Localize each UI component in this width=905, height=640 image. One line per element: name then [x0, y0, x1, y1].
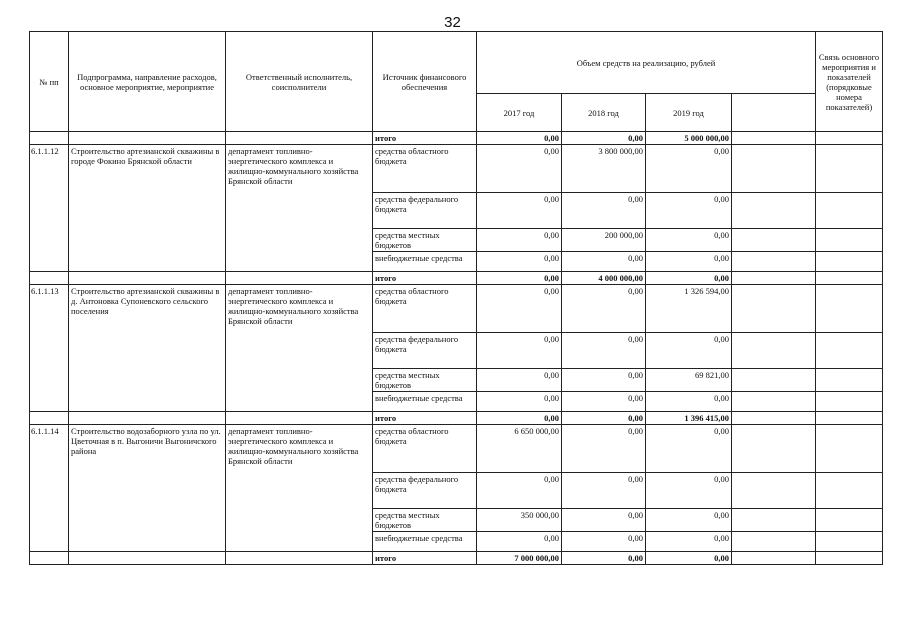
source-cell: внебюджетные средства [373, 532, 477, 552]
source-cell: средства федерального бюджета [373, 193, 477, 229]
value-2018: 4 000 000,00 [562, 272, 646, 285]
item-code: 6.1.1.12 [30, 145, 69, 272]
item-code: 6.1.1.13 [30, 285, 69, 412]
value-2017: 350 000,00 [477, 509, 562, 532]
source-cell: средства местных бюджетов [373, 509, 477, 532]
value-2019: 0,00 [646, 229, 732, 252]
header-source: Источник финансового обеспечения [373, 32, 477, 132]
value-2019: 5 000 000,00 [646, 132, 732, 145]
value-2017: 0,00 [477, 272, 562, 285]
table-row [30, 425, 883, 473]
header-volume: Объем средств на реализацию, рублей [477, 32, 816, 94]
value-2019: 1 326 594,00 [646, 285, 732, 333]
value-2017: 0,00 [477, 285, 562, 333]
value-2018: 0,00 [562, 252, 646, 272]
table-row [30, 552, 883, 565]
value-2018: 0,00 [562, 285, 646, 333]
table-row [30, 285, 883, 333]
source-cell: итого [373, 412, 477, 425]
value-2018: 200 000,00 [562, 229, 646, 252]
value-2017: 0,00 [477, 412, 562, 425]
value-2017: 0,00 [477, 369, 562, 392]
source-cell: итого [373, 132, 477, 145]
value-2017: 0,00 [477, 145, 562, 193]
page-number: 32 [444, 14, 461, 31]
value-2019: 0,00 [646, 392, 732, 412]
value-2019: 0,00 [646, 532, 732, 552]
value-2017: 7 000 000,00 [477, 552, 562, 565]
header-year-2019: 2019 год [646, 94, 732, 132]
header-link: Связь основного мероприятия и показателей (порядковые номера показателей) [816, 32, 883, 132]
value-2019: 0,00 [646, 333, 732, 369]
value-2019: 0,00 [646, 552, 732, 565]
value-2018: 0,00 [562, 333, 646, 369]
item-executor: департамент топливно-энергетического комплекса и жилищно-коммунального хозяйства Брянской области [226, 425, 373, 552]
value-2018: 3 800 000,00 [562, 145, 646, 193]
source-cell: средства местных бюджетов [373, 369, 477, 392]
value-2018: 0,00 [562, 509, 646, 532]
value-2018: 0,00 [562, 552, 646, 565]
value-2019: 0,00 [646, 193, 732, 229]
source-cell: внебюджетные средства [373, 392, 477, 412]
table-row [30, 132, 883, 145]
item-name: Строительство артезианской скважины в городе Фокино Брянской области [69, 145, 226, 272]
value-2017: 0,00 [477, 473, 562, 509]
value-2018: 0,00 [562, 132, 646, 145]
header-num: № пп [30, 32, 69, 132]
source-cell: средства местных бюджетов [373, 229, 477, 252]
value-2017: 0,00 [477, 132, 562, 145]
budget-table [29, 31, 883, 565]
value-2018: 0,00 [562, 392, 646, 412]
header-year-blank [732, 94, 816, 132]
value-2019: 0,00 [646, 252, 732, 272]
source-cell: средства областного бюджета [373, 425, 477, 473]
value-2019: 0,00 [646, 145, 732, 193]
source-cell: внебюджетные средства [373, 252, 477, 272]
value-2018: 0,00 [562, 473, 646, 509]
table-row [30, 272, 883, 285]
value-2018: 0,00 [562, 425, 646, 473]
value-2018: 0,00 [562, 532, 646, 552]
header-executor: Ответственный исполнитель, соисполнители [226, 32, 373, 132]
value-2018: 0,00 [562, 193, 646, 229]
value-2017: 0,00 [477, 252, 562, 272]
source-cell: средства федерального бюджета [373, 473, 477, 509]
item-code: 6.1.1.14 [30, 425, 69, 552]
item-name: Строительство артезианской скважины в д. Антоновка Супоневского сельского поселения [69, 285, 226, 412]
item-executor: департамент топливно-энергетического комплекса и жилищно-коммунального хозяйства Брянской области [226, 285, 373, 412]
value-2017: 0,00 [477, 193, 562, 229]
value-2019: 0,00 [646, 473, 732, 509]
source-cell: средства областного бюджета [373, 145, 477, 193]
source-cell: итого [373, 272, 477, 285]
value-2019: 0,00 [646, 509, 732, 532]
value-2019: 69 821,00 [646, 369, 732, 392]
value-2018: 0,00 [562, 369, 646, 392]
value-2018: 0,00 [562, 412, 646, 425]
value-2017: 0,00 [477, 333, 562, 369]
source-cell: средства областного бюджета [373, 285, 477, 333]
source-cell: средства федерального бюджета [373, 333, 477, 369]
value-2017: 0,00 [477, 392, 562, 412]
table-row [30, 145, 883, 193]
value-2019: 1 396 415,00 [646, 412, 732, 425]
value-2017: 6 650 000,00 [477, 425, 562, 473]
value-2017: 0,00 [477, 532, 562, 552]
value-2019: 0,00 [646, 272, 732, 285]
header-year-2018: 2018 год [562, 94, 646, 132]
header-year-2017: 2017 год [477, 94, 562, 132]
header-program: Подпрограмма, направление расходов, основное мероприятие, мероприятие [69, 32, 226, 132]
item-name: Строительство водозаборного узла по ул. Цветочная в п. Выгоничи Выгоничского района [69, 425, 226, 552]
table-row [30, 412, 883, 425]
value-2017: 0,00 [477, 229, 562, 252]
item-executor: департамент топливно-энергетического комплекса и жилищно-коммунального хозяйства Брянской области [226, 145, 373, 272]
value-2019: 0,00 [646, 425, 732, 473]
source-cell: итого [373, 552, 477, 565]
